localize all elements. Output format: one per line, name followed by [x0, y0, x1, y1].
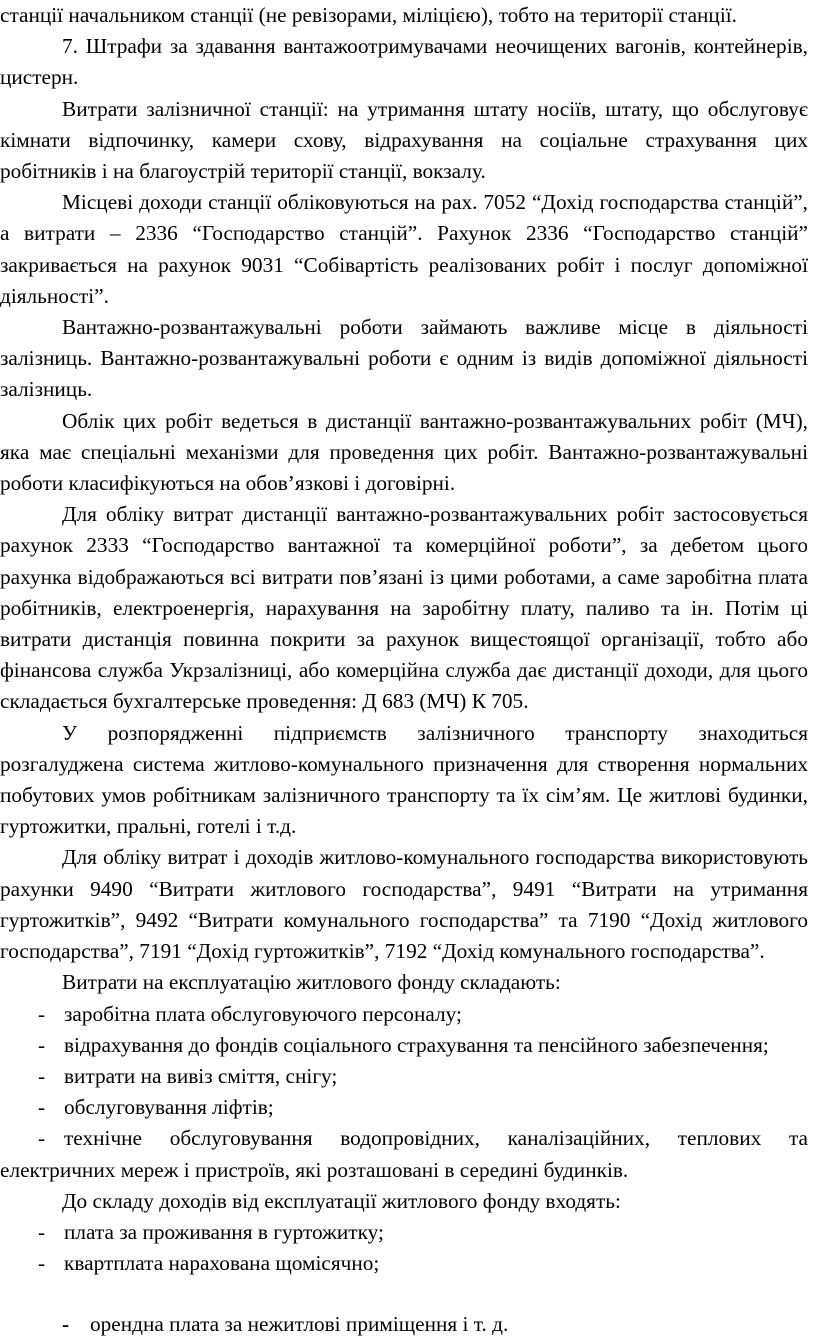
bullet-dash: - [38, 1001, 46, 1026]
list-item [0, 1309, 808, 1340]
paragraph: Вантажно-розвантажувальні роботи займають важливе місце в діяльності залізниць. Вантажно-розвантажувальні роботи є одним із видів допоміжної діяльності залізниць. [0, 315, 808, 402]
bullet-dash: - [38, 1095, 46, 1120]
paragraph: Місцеві доходи станції обліковуються на рах. 7052 “Дохід господарства станцій”, а витрати – 2336 “Господарство станцій”. Рахунок 2336 “Господарство станцій” закривається на рахунок 9031 “Собівартість реалізованих робіт і послуг допоміжної діяльності”. [0, 190, 808, 308]
list-item-text: обслуговування ліфтів; [64, 1095, 274, 1120]
list-item-text: технічне обслуговування водопровідних, каналізаційних, теплових та електричних мереж і пристроїв, які розташовані в середині будинків. [0, 1126, 808, 1182]
bullet-dash: - [38, 1126, 46, 1151]
paragraph: До складу доходів від експлуатації житлового фонду входять: [62, 1188, 621, 1213]
paragraph: станції начальником станції (не ревізорами, міліцією), тобто на території станції. [0, 3, 737, 27]
bullet-dash: - [38, 1032, 46, 1057]
list-item-text: квартплата нарахована щомісячно; [64, 1251, 380, 1276]
list-item [0, 1248, 808, 1279]
list-item [0, 1030, 808, 1061]
list-item [0, 1092, 808, 1123]
bullet-dash: - [38, 1251, 46, 1276]
paragraph: Для обліку витрат дистанції вантажно-розвантажувальних робіт застосовується рахунок 2333 “Господарство вантажної та комерційної роботи”, за дебетом цього рахунка відображаються всі витрати пов’язані із цими роботами, а саме заробітна плата робітників, електроенергія, нарахування на заробітну плату, паливо та ін. Потім ці витрати дистанція повинна покрити за рахунок вищестоящої організації, тобто або фінансова служба Укрзалізниці, або комерційна служба дає дистанції доходи, для цього складається бухгалтерське проведення: Д 683 (МЧ) К 705. [0, 502, 808, 714]
paragraph: Для обліку витрат і доходів житлово-комунального господарства використовують рахунки 9490 “Витрати житлового господарства”, 9491 “Витрати на утримання гуртожитків”, 9492 “Витрати комунального господарства” та 7190 “Дохід житлового господарства”, 7191 “Дохід гуртожитків”, 7192 “Дохід комунального господарства”. [0, 845, 808, 964]
list-item-text: заробітна плата обслуговуючого персоналу; [64, 1001, 462, 1026]
bullet-dash: - [38, 1063, 46, 1088]
paragraph: У розпорядженні підприємств залізничного транспорту знаходиться розгалуджена система житлово-комунального призначення для створення нормальних побутових умов робітникам залізничного транспорту та їх сім’ям. Це житлові будинки, гуртожитки, пральні, готелі і т.д. [0, 720, 808, 839]
list-item [0, 1123, 808, 1185]
paragraph: Витрати залізничної станції: на утримання штату носіїв, штату, що обслуговує кімнати відпочинку, камери схову, відрахування на соціальне страхування цих робітників і на благоустрій території станції, вокзалу. [0, 96, 808, 184]
list-item-text: відрахування до фондів соціального страхування та пенсійного забезпечення; [64, 1032, 769, 1057]
list-item [0, 1217, 808, 1248]
list-item [0, 1061, 808, 1092]
paragraph: Облік цих робіт ведеться в дистанції вантажно-розвантажувальних робіт (МЧ), яка має спеціальні механізми для проведення цих робіт. Вантажно-розвантажувальні роботи класифікуються на обов’язкові і договірні. [0, 408, 808, 496]
paragraph: 7. Штрафи за здавання вантажоотримувачами неочищених вагонів, контейнерів, цистерн. [0, 34, 808, 90]
list-item-text: плата за проживання в гуртожитку; [64, 1219, 384, 1244]
list-item [0, 999, 808, 1030]
bullet-dash: - [38, 1219, 46, 1244]
list-item-text: орендна плата за нежитлові приміщення і т. д. [90, 1312, 509, 1337]
list-item-text: витрати на вивіз сміття, снігу; [64, 1063, 338, 1088]
paragraph: Витрати на експлуатацію житлового фонду складають: [62, 970, 561, 995]
bullet-dash: - [62, 1312, 70, 1337]
